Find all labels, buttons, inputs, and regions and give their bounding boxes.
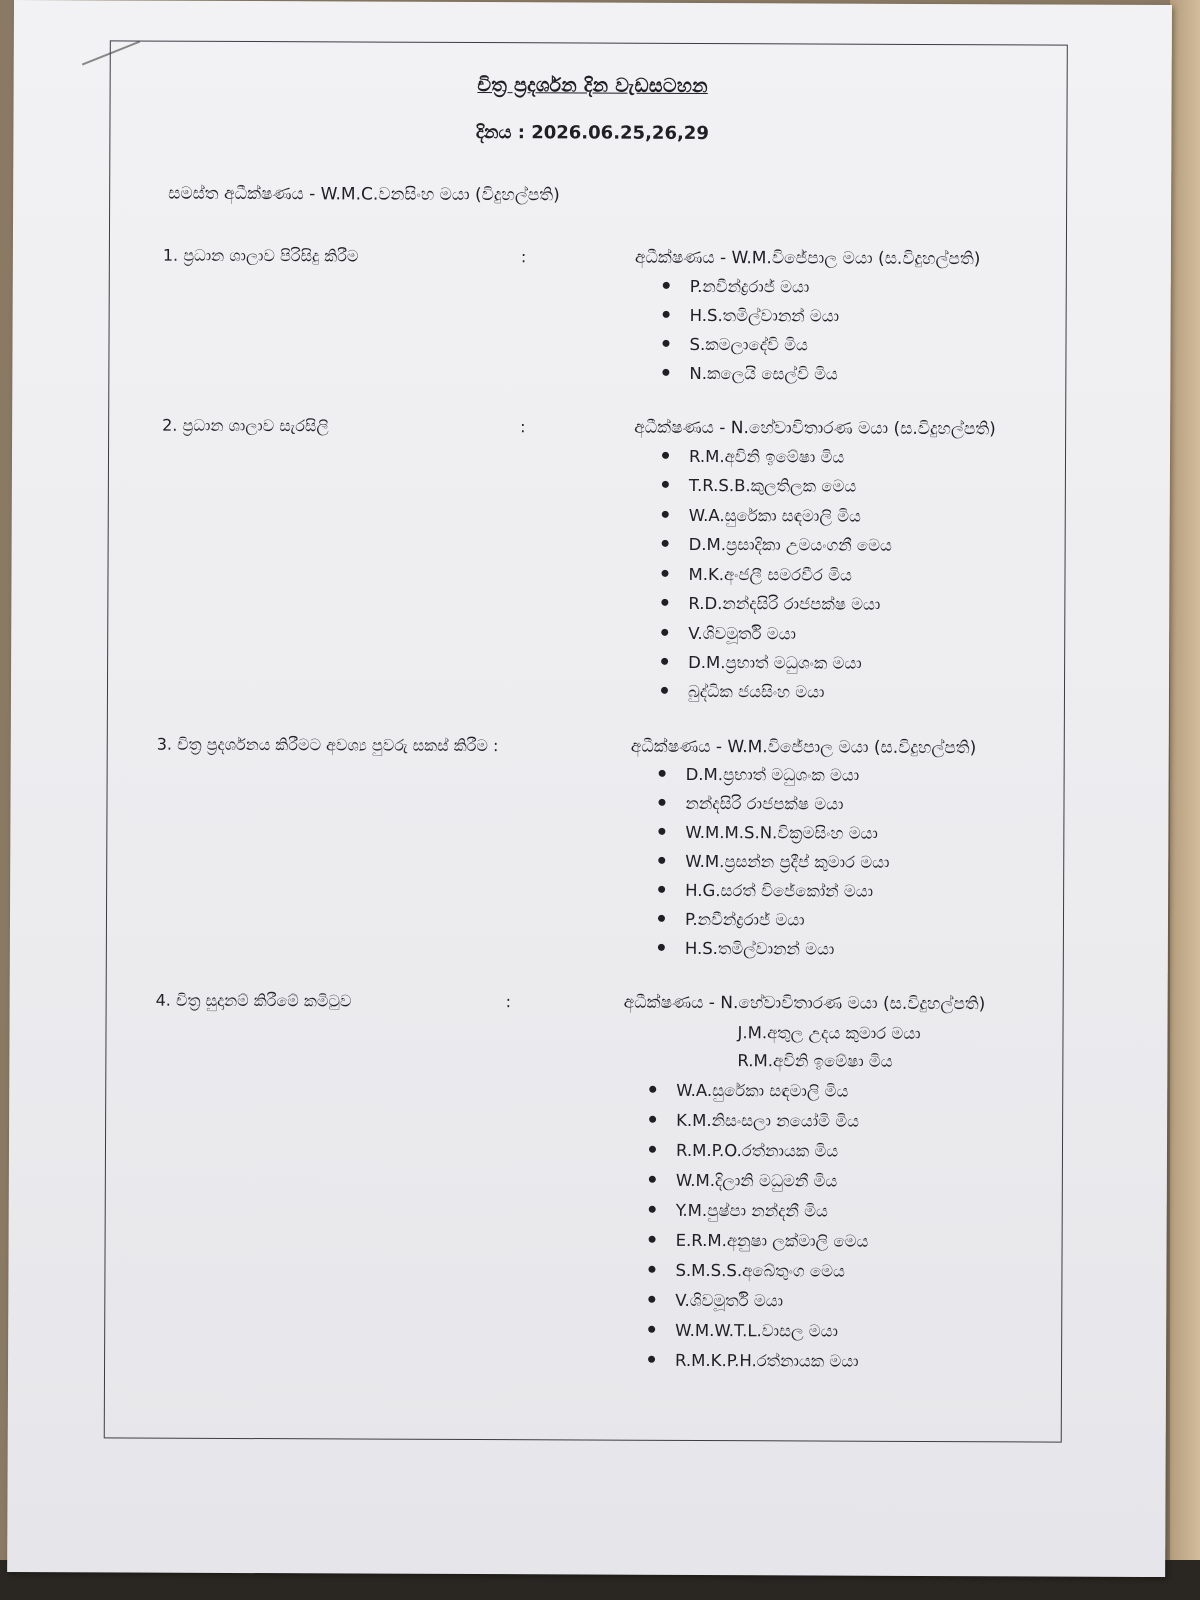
bullet-icon xyxy=(649,1116,656,1123)
member-name: D.M.ප්‍රභාත් මධුශංක මයා xyxy=(688,652,862,673)
section-colon: : xyxy=(520,247,527,267)
bullet-icon xyxy=(662,452,669,459)
overall-supervision: සමස්ත අධීක්ෂණය - W.M.C.වනසිංහ මයා (විදුහල්පති) xyxy=(168,183,560,206)
member-name: S.M.S.S.අබේතුංග මෙය xyxy=(675,1260,845,1281)
list-item xyxy=(662,364,838,385)
bullet-icon xyxy=(662,511,669,518)
section-title: 4. චිත්‍ර සුදානම් කිරීමේ කමිටුව xyxy=(155,990,352,1011)
member-name: R.M.P.O.රත්නායක මිය xyxy=(675,1140,839,1161)
list-item xyxy=(648,1291,783,1312)
bullet-icon xyxy=(662,540,669,547)
bullet-icon xyxy=(649,1236,656,1243)
member-name: V.ශිවමූර්ති මයා xyxy=(675,1290,784,1311)
bullet-icon xyxy=(658,915,665,922)
list-item xyxy=(648,1351,859,1372)
section-title: 2. ප්‍රධාන ශාලාව සැරසිලි xyxy=(162,415,329,436)
list-item xyxy=(658,910,805,931)
member-name: R.D.නන්දසිරි රාජපක්ෂ මයා xyxy=(688,593,881,614)
member-name: W.M.W.T.L.වාසල මයා xyxy=(675,1320,839,1341)
member-name: V.ශිවමූර්ති මයා xyxy=(688,623,796,644)
bullet-icon xyxy=(659,770,666,777)
list-item xyxy=(662,447,844,468)
bullet-icon xyxy=(648,1296,655,1303)
bullet-icon xyxy=(661,599,668,606)
section-supervisor: අධීක්ෂණය - N.හේවාවිතාරණ මයා (ස.විදුහල්පති) xyxy=(634,417,996,440)
bullet-icon xyxy=(648,1326,655,1333)
list-item xyxy=(662,506,861,527)
member-name: D.M.ප්‍රභාත් මධුශංක මයා xyxy=(685,764,860,785)
bullet-icon xyxy=(649,1176,656,1183)
list-item xyxy=(661,594,880,615)
list-item xyxy=(662,335,807,356)
member-name: T.R.S.B.කුලතිලක මෙය xyxy=(688,475,857,496)
list-item xyxy=(649,1201,828,1222)
member-name: බුද්ධික ජයසිංහ මයා xyxy=(687,681,825,702)
co-supervisor: J.M.අතුල උදය කුමාර මයා xyxy=(737,1023,921,1043)
list-item xyxy=(649,1111,859,1132)
paper-sheet xyxy=(7,0,1172,1577)
member-name: W.A.සුරේකා සඳමාලි මිය xyxy=(676,1080,849,1101)
bullet-icon xyxy=(661,658,668,665)
member-name: Y.M.පුෂ්පා නන්දනී මිය xyxy=(675,1200,828,1221)
bullet-icon xyxy=(661,687,668,694)
member-name: M.K.අංජලී සමරවීර මිය xyxy=(688,564,852,585)
member-name: E.R.M.අනුෂා ලක්මාලි මෙය xyxy=(675,1230,869,1251)
member-name: K.M.නිසංසලා නයෝමි මිය xyxy=(676,1110,860,1131)
list-item xyxy=(658,794,843,815)
bullet-icon xyxy=(663,282,670,289)
member-name: P.නවීන්ද්‍රරාජ් මයා xyxy=(684,909,805,930)
list-item xyxy=(648,1261,845,1282)
section-colon: : xyxy=(505,992,512,1012)
list-item xyxy=(663,277,810,298)
desk-edge-right xyxy=(1170,0,1200,1600)
event-date: දිනය : 2026.06.25,26,29 xyxy=(475,122,709,145)
list-item xyxy=(661,624,796,645)
member-name: W.M.දිලානි මධුමනී මිය xyxy=(675,1170,838,1191)
section-colon: : xyxy=(520,417,526,437)
bullet-icon xyxy=(661,629,668,636)
member-name: H.S.තමිල්වානන් මයා xyxy=(684,938,835,959)
list-item xyxy=(658,823,878,844)
member-name: නන්දසිරි රාජපක්ෂ මයා xyxy=(685,793,844,814)
bullet-icon xyxy=(648,1266,655,1273)
bullet-icon xyxy=(649,1086,656,1093)
bullet-icon xyxy=(648,1356,655,1363)
member-name: W.M.M.S.N.වික්‍රමසිංහ මයා xyxy=(685,822,878,843)
list-item xyxy=(662,535,892,556)
bullet-icon xyxy=(649,1146,656,1153)
list-item xyxy=(661,653,862,674)
bullet-icon xyxy=(662,481,669,488)
member-name: R.M.අවිනි ඉමේෂා මිය xyxy=(688,446,845,467)
page-title: චිත්‍ර ප්‍රදර්ශන දින වැඩසටහන xyxy=(477,74,708,98)
section-supervisor: අධීක්ෂණය - W.M.විජේපාල මයා (ස.විදුහල්පති) xyxy=(630,736,977,759)
member-name: R.M.K.P.H.රත්නායක මයා xyxy=(675,1350,859,1371)
bullet-icon xyxy=(661,570,668,577)
list-item xyxy=(658,881,873,902)
list-item xyxy=(659,765,860,786)
list-item xyxy=(661,682,825,703)
member-name: H.G.සරත් විජේකෝන් මයා xyxy=(685,880,874,901)
list-item xyxy=(658,939,835,960)
list-item xyxy=(649,1081,848,1102)
bullet-icon xyxy=(658,857,665,864)
section-supervisor: අධීක්ෂණය - N.හේවාවිතාරණ මයා (ස.විදුහල්පති) xyxy=(623,992,986,1015)
bullet-icon xyxy=(649,1206,656,1213)
list-item xyxy=(663,306,840,327)
list-item xyxy=(658,852,889,873)
section-supervisor: අධීක්ෂණය - W.M.විජේපාල මයා (ස.විදුහල්පති) xyxy=(634,247,981,270)
section-title: 3. චිත්‍ර ප්‍රදර්ශනය කිරීමට අවශ්‍ය පුවරු සකස් කිරීම : xyxy=(156,734,499,756)
bullet-icon xyxy=(658,886,665,893)
bullet-icon xyxy=(662,340,669,347)
member-name: D.M.ප්‍රසාදිකා උමයංගනී මෙය xyxy=(688,534,892,555)
bullet-icon xyxy=(663,311,670,318)
bullet-icon xyxy=(662,369,669,376)
member-name: H.S.තමිල්වානන් මයා xyxy=(689,305,840,326)
section-title: 1. ප්‍රධාන ශාලාව පිරිසිදු කිරීම xyxy=(162,245,359,266)
member-name: N.කලෙයි සෙල්වි මිය xyxy=(689,363,838,384)
bullet-icon xyxy=(658,799,665,806)
list-item xyxy=(661,565,851,586)
list-item xyxy=(649,1141,838,1162)
member-name: S.කමලාදේවි මිය xyxy=(689,334,808,355)
co-supervisor: R.M.අවිනි ඉමේෂා මිය xyxy=(737,1051,893,1071)
list-item xyxy=(662,476,856,497)
bullet-icon xyxy=(658,944,665,951)
member-name: W.A.සුරේකා සඳමාලි මිය xyxy=(688,505,861,526)
list-item xyxy=(649,1171,838,1192)
list-item xyxy=(648,1321,838,1342)
member-name: P.නවීන්ද්‍රරාජ් මයා xyxy=(689,276,810,297)
member-name: W.M.ප්‍රසන්න ප්‍රදීප් කුමාර මයා xyxy=(685,851,890,872)
list-item xyxy=(649,1231,869,1252)
bullet-icon xyxy=(658,828,665,835)
